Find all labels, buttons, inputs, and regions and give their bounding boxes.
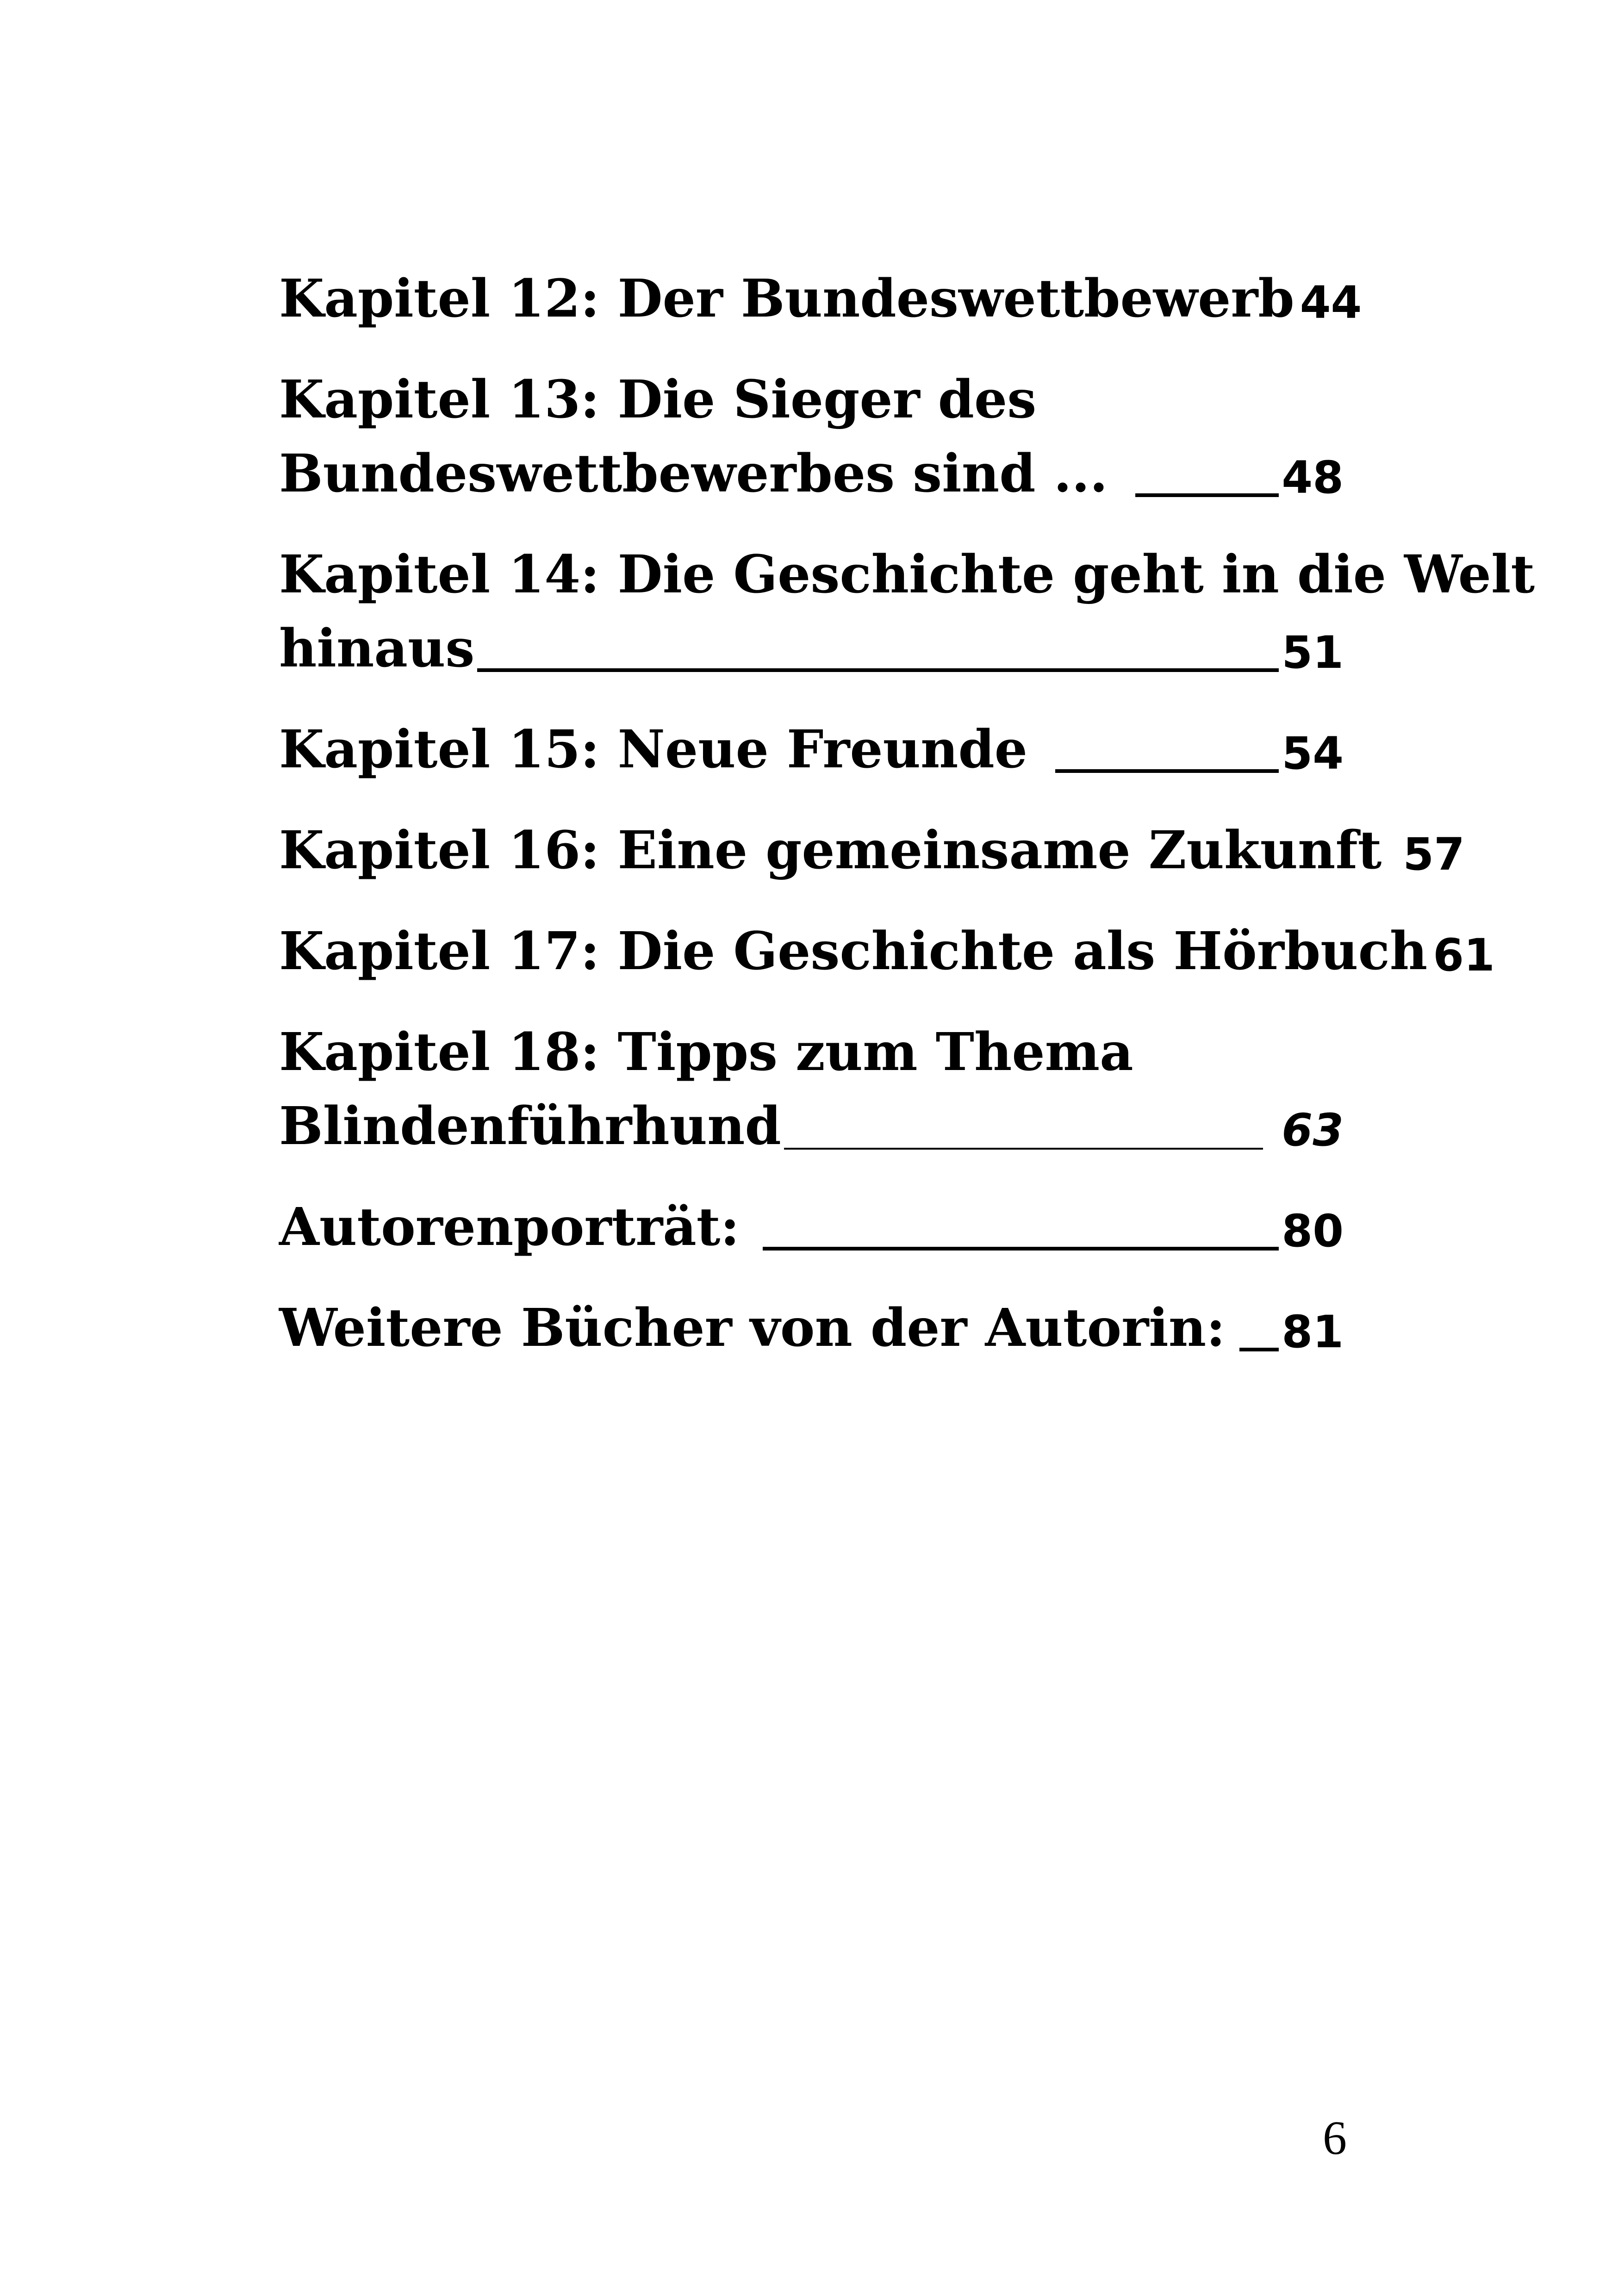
toc-entry-kapitel-14-line-2[interactable] [279,609,1344,683]
toc-entry-title: Autorenporträt: [279,1197,740,1257]
toc-entry-kapitel-16[interactable] [279,811,1465,885]
toc-leader-line [477,668,1279,672]
toc-entry-kapitel-13-line-1[interactable] [279,360,1344,434]
toc-entry-title: Kapitel 13: Die Sieger des [279,369,1037,430]
toc-entry-kapitel-15[interactable] [279,710,1344,784]
toc-entry-page: 48 [1282,452,1344,504]
toc-entry-page: 81 [1282,1306,1344,1358]
toc-entry-title: Kapitel 15: Neue Freunde [279,719,1028,780]
toc-entry-title: Kapitel 14: Die Geschichte geht in die Welt [279,544,1535,605]
toc-leader-line [1239,1348,1279,1351]
toc-entry-title-continued: Bundeswettbewerbes sind ... [279,443,1108,504]
toc-entry-kapitel-17[interactable] [279,912,1495,986]
toc-leader-line [1055,769,1279,773]
toc-leader-line [784,1148,1263,1150]
toc-entry-title-continued: hinaus [279,618,475,679]
toc-entry-page: 80 [1282,1205,1344,1257]
toc-leader-line [763,1247,1279,1251]
toc-entry-page: 61 [1433,929,1495,981]
toc-entry-page: 57 [1403,828,1465,880]
toc-leader-line [1135,493,1279,497]
toc-entry-page: 54 [1282,728,1344,779]
toc-entry-title-continued: Blindenführhund [279,1096,781,1157]
toc-entry-kapitel-18-line-2[interactable] [279,1087,1344,1161]
toc-entry-page: 44 [1300,277,1362,329]
table-of-contents [279,259,1535,1363]
toc-entry-page: 51 [1282,627,1344,678]
toc-entry-title: Kapitel 17: Die Geschichte als Hörbuch [279,921,1428,982]
toc-entry-weitere-buecher[interactable] [279,1288,1344,1363]
page-number: 6 [1323,2111,1347,2165]
toc-entry-kapitel-12[interactable] [279,259,1362,333]
toc-entry-title: Kapitel 16: Eine gemeinsame Zukunft [279,820,1382,881]
toc-entry-kapitel-13-line-2[interactable] [279,434,1344,508]
toc-entry-autorenportraet[interactable] [279,1188,1344,1262]
toc-entry-kapitel-14-line-1[interactable] [279,535,1535,609]
toc-entry-page: 63 [1282,1104,1344,1156]
toc-entry-title: Kapitel 18: Tipps zum Thema [279,1022,1133,1083]
toc-entry-title: Weitere Bücher von der Autorin: [279,1298,1226,1358]
toc-entry-title: Kapitel 12: Der Bundeswettbewerb [279,268,1294,329]
toc-entry-kapitel-18-line-1[interactable] [279,1013,1344,1087]
